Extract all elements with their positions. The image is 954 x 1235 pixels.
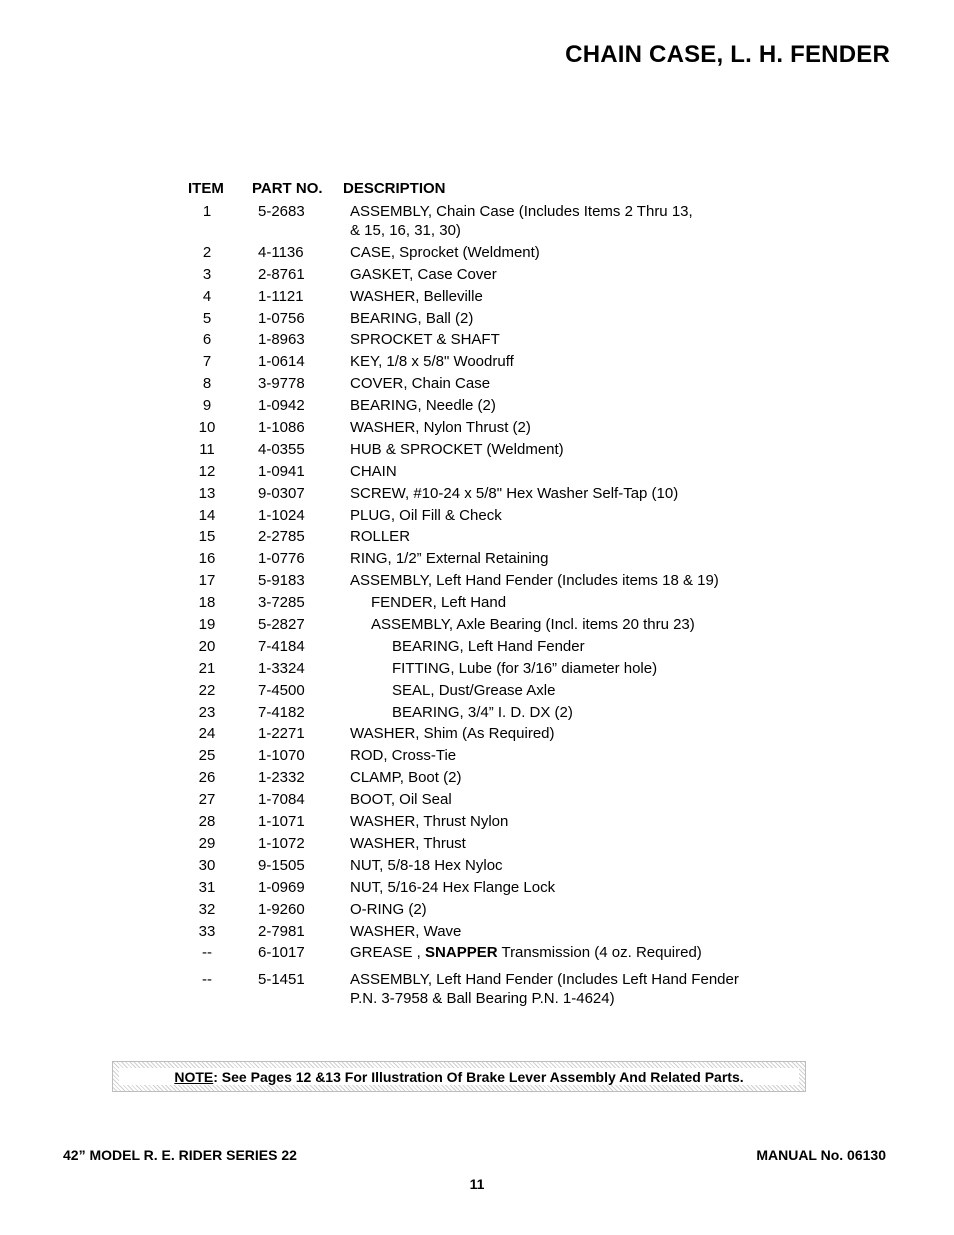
table-row — [0, 396, 954, 415]
table-row — [0, 549, 954, 568]
part-number: 1-0776 — [258, 550, 305, 568]
item-number: 1 — [202, 203, 212, 220]
part-number: 1-0614 — [258, 353, 305, 371]
item-number: 30 — [198, 856, 216, 874]
part-description: WASHER, Thrust Nylon — [350, 813, 509, 831]
part-number: 1-1024 — [258, 506, 305, 524]
parts-table — [0, 180, 954, 1011]
table-row — [0, 265, 954, 284]
item-number: 20 — [198, 637, 216, 655]
part-number: 9-1505 — [258, 856, 305, 874]
part-description: ASSEMBLY, Left Hand Fender (Includes items 18 & 19) — [350, 572, 719, 590]
note-text — [119, 1068, 799, 1085]
item-column-header: ITEM — [188, 180, 224, 197]
part-description: CASE, Sprocket (Weldment) — [350, 243, 540, 261]
item-number: -- — [202, 971, 212, 989]
part-number: 7-4500 — [258, 681, 305, 699]
item-number: 6 — [202, 331, 212, 349]
part-number: 5-2827 — [258, 616, 305, 634]
part-number: 4-0355 — [258, 440, 305, 458]
part-description: O-RING (2) — [350, 900, 427, 918]
item-number: 15 — [198, 528, 216, 546]
page-number: 11 — [469, 1176, 485, 1192]
item-number: 24 — [198, 725, 216, 743]
item-number: -- — [202, 944, 212, 962]
table-row — [0, 856, 954, 875]
table-row — [0, 746, 954, 765]
part-description: KEY, 1/8 x 5/8" Woodruff — [350, 353, 514, 371]
item-number: 32 — [198, 900, 216, 918]
item-number: 14 — [198, 506, 216, 524]
item-number: 23 — [198, 703, 216, 721]
item-number: 26 — [198, 769, 216, 787]
part-description: BEARING, Ball (2) — [350, 309, 474, 327]
note-body: : See Pages 12 &13 For Illustration Of Brake Lever Assembly And Related Parts. — [213, 1069, 744, 1085]
part-number: 5-9183 — [258, 572, 305, 590]
part-description: WASHER, Wave — [350, 922, 462, 940]
part-number: 1-1121 — [258, 287, 304, 305]
item-number: 9 — [202, 397, 212, 415]
part-description: COVER, Chain Case — [350, 375, 491, 393]
item-number: 4 — [202, 287, 212, 305]
table-row — [0, 309, 954, 328]
item-number: 5 — [202, 309, 212, 327]
table-row — [0, 593, 954, 612]
table-row — [0, 484, 954, 503]
table-row — [0, 790, 954, 809]
table-row — [0, 659, 954, 678]
item-number: 10 — [198, 419, 216, 437]
part-number: 3-7285 — [258, 594, 305, 612]
part-number: 2-8761 — [258, 265, 305, 283]
table-row — [0, 812, 954, 831]
part-number: 1-0942 — [258, 397, 305, 415]
item-number: 33 — [198, 922, 216, 940]
table-row — [0, 462, 954, 481]
note-box — [112, 1061, 806, 1092]
part-number: 2-7981 — [258, 922, 305, 940]
part-description: SCREW, #10-24 x 5/8" Hex Washer Self-Tap (10) — [350, 484, 679, 502]
table-row — [0, 615, 954, 634]
table-row — [0, 527, 954, 546]
item-number: 2 — [202, 243, 212, 261]
part-description: WASHER, Thrust — [350, 834, 466, 852]
part-number: 2-2785 — [258, 528, 305, 546]
manual-number-footer: MANUAL No. 06130 — [756, 1147, 886, 1163]
table-row — [0, 970, 954, 1008]
item-number: 11 — [199, 440, 215, 458]
part-number: 5-1451 — [258, 971, 305, 989]
model-footer: 42” MODEL R. E. RIDER SERIES 22 — [63, 1147, 297, 1163]
description-text: GREASE , — [350, 944, 426, 962]
item-number: 29 — [198, 834, 216, 852]
part-number: 4-1136 — [258, 243, 304, 261]
table-header — [0, 180, 954, 202]
part-no-column-header: PART NO. — [252, 180, 323, 197]
part-number: 9-0307 — [258, 484, 305, 502]
part-number: 1-2271 — [258, 725, 305, 743]
item-number: 27 — [198, 791, 216, 809]
parts-list — [0, 202, 954, 1008]
part-description — [350, 943, 954, 962]
item-number: 25 — [198, 747, 216, 765]
part-description: ROLLER — [350, 528, 411, 546]
part-description: ASSEMBLY, Axle Bearing (Incl. items 20 thru 23) — [371, 616, 695, 634]
item-number: 28 — [198, 813, 216, 831]
item-number: 13 — [198, 484, 216, 502]
part-description: CHAIN — [350, 462, 397, 480]
item-number: 17 — [198, 572, 216, 590]
part-description: FITTING, Lube (for 3/16” diameter hole) — [392, 659, 658, 677]
table-row — [0, 943, 954, 962]
item-number: 7 — [202, 353, 212, 371]
part-description: BEARING, 3/4” I. D. DX (2) — [392, 703, 573, 721]
table-row — [0, 703, 954, 722]
part-number: 7-4184 — [258, 637, 305, 655]
part-description: WASHER, Belleville — [350, 287, 483, 305]
table-row — [0, 834, 954, 853]
table-row — [0, 352, 954, 371]
part-description: NUT, 5/16-24 Hex Flange Lock — [350, 878, 556, 896]
table-row — [0, 768, 954, 787]
part-description: BEARING, Needle (2) — [350, 397, 496, 415]
table-row — [0, 440, 954, 459]
part-number: 6-1017 — [258, 944, 305, 962]
part-number: 7-4182 — [258, 703, 305, 721]
item-number: 21 — [198, 659, 216, 677]
table-row — [0, 418, 954, 437]
part-description: ASSEMBLY, Chain Case (Includes Items 2 Thru 13, & 15, 16, 31, 30) — [350, 203, 693, 239]
part-number: 1-1070 — [258, 747, 305, 765]
table-row — [0, 878, 954, 897]
part-description: SEAL, Dust/Grease Axle — [392, 681, 556, 699]
part-number: 1-7084 — [258, 791, 305, 809]
table-row — [0, 202, 954, 240]
part-description: CLAMP, Boot (2) — [350, 769, 462, 787]
part-description: FENDER, Left Hand — [371, 594, 507, 612]
part-description: ROD, Cross-Tie — [350, 747, 457, 765]
table-row — [0, 287, 954, 306]
part-number: 1-8963 — [258, 331, 305, 349]
table-row — [0, 922, 954, 941]
part-description: WASHER, Nylon Thrust (2) — [350, 419, 531, 437]
item-number: 22 — [198, 681, 216, 699]
description-text: Transmission (4 oz. Required) — [497, 944, 702, 962]
part-number: 1-1072 — [258, 834, 305, 852]
part-description: WASHER, Shim (As Required) — [350, 725, 555, 743]
part-description: GASKET, Case Cover — [350, 265, 497, 283]
part-number: 1-9260 — [258, 900, 305, 918]
table-row — [0, 637, 954, 656]
part-description: RING, 1/2” External Retaining — [350, 550, 549, 568]
part-number: 1-0969 — [258, 878, 305, 896]
brand-name: SNAPPER — [425, 944, 498, 962]
item-number: 8 — [202, 375, 212, 393]
part-number: 1-1086 — [258, 419, 305, 437]
table-row — [0, 506, 954, 525]
part-number: 1-1071 — [258, 813, 305, 831]
item-number: 19 — [198, 616, 216, 634]
description-column-header: DESCRIPTION — [343, 180, 446, 197]
part-number: 1-2332 — [258, 769, 305, 787]
table-row — [0, 571, 954, 590]
item-number: 3 — [202, 265, 212, 283]
table-row — [0, 900, 954, 919]
item-number: 16 — [198, 550, 216, 568]
part-description: PLUG, Oil Fill & Check — [350, 506, 502, 524]
page-title: CHAIN CASE, L. H. FENDER — [565, 41, 890, 68]
table-row — [0, 243, 954, 262]
item-number: 18 — [198, 594, 216, 612]
part-number: 5-2683 — [258, 203, 305, 220]
table-row — [0, 330, 954, 349]
table-row — [0, 724, 954, 743]
part-description: HUB & SPROCKET (Weldment) — [350, 440, 564, 458]
part-description: BOOT, Oil Seal — [350, 791, 452, 809]
item-number: 12 — [198, 462, 216, 480]
part-number: 1-0756 — [258, 309, 305, 327]
note-label: NOTE — [174, 1069, 214, 1085]
part-description: ASSEMBLY, Left Hand Fender (Includes Left Hand Fender P.N. 3-7958 & Ball Bearing P.N. 1-4624) — [350, 971, 739, 1008]
part-number: 3-9778 — [258, 375, 305, 393]
part-number: 1-3324 — [258, 659, 305, 677]
table-row — [0, 374, 954, 393]
part-description: SPROCKET & SHAFT — [350, 331, 500, 349]
part-description: NUT, 5/8-18 Hex Nyloc — [350, 856, 503, 874]
part-description: BEARING, Left Hand Fender — [392, 637, 585, 655]
part-number: 1-0941 — [258, 462, 305, 480]
table-row — [0, 681, 954, 700]
item-number: 31 — [198, 878, 216, 896]
